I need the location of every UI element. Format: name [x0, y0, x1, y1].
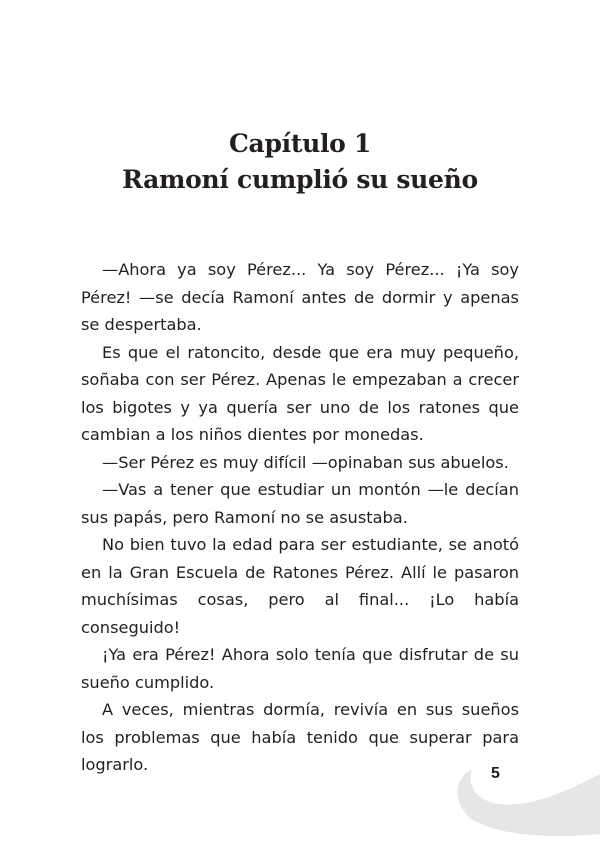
- paragraph: ¡Ya era Pérez! Ahora solo tenía que disfrutar de su sueño cumplido.: [81, 645, 519, 692]
- paragraph: —Ahora ya soy Pérez... Ya soy Pérez... ¡Ya soy Pérez! —se decía Ramoní antes de dormir y apenas se despertaba.: [81, 260, 519, 334]
- chapter-title: Ramoní cumplió su sueño: [122, 165, 478, 194]
- paragraph: —Vas a tener que estudiar un montón —le decían sus papás, pero Ramoní no se asustaba.: [81, 480, 519, 527]
- chapter-number: Capítulo 1: [228, 129, 372, 158]
- paragraph: A veces, mientras dormía, revivía en sus sueños los problemas que había tenido que superar para lograrlo.: [81, 700, 519, 774]
- chapter-body: [81, 256, 519, 779]
- paragraph: No bien tuvo la edad para ser estudiante, se anotó en la Gran Escuela de Ratones Pérez. Allí le pasaron muchísimas cosas, pero al final... ¡Lo había conseguido!: [81, 535, 519, 637]
- paragraph: —Ser Pérez es muy difícil —opinaban sus abuelos.: [102, 452, 509, 472]
- chapter-heading: [0, 126, 600, 198]
- page-number: 5: [491, 765, 500, 782]
- paragraph: Es que el ratoncito, desde que era muy pequeño, soñaba con ser Pérez. Apenas le empezaban a crecer los bigotes y ya quería ser uno de los ratones que cambian a los niños dientes por monedas.: [81, 342, 519, 444]
- decorative-swoosh-icon: [440, 760, 600, 848]
